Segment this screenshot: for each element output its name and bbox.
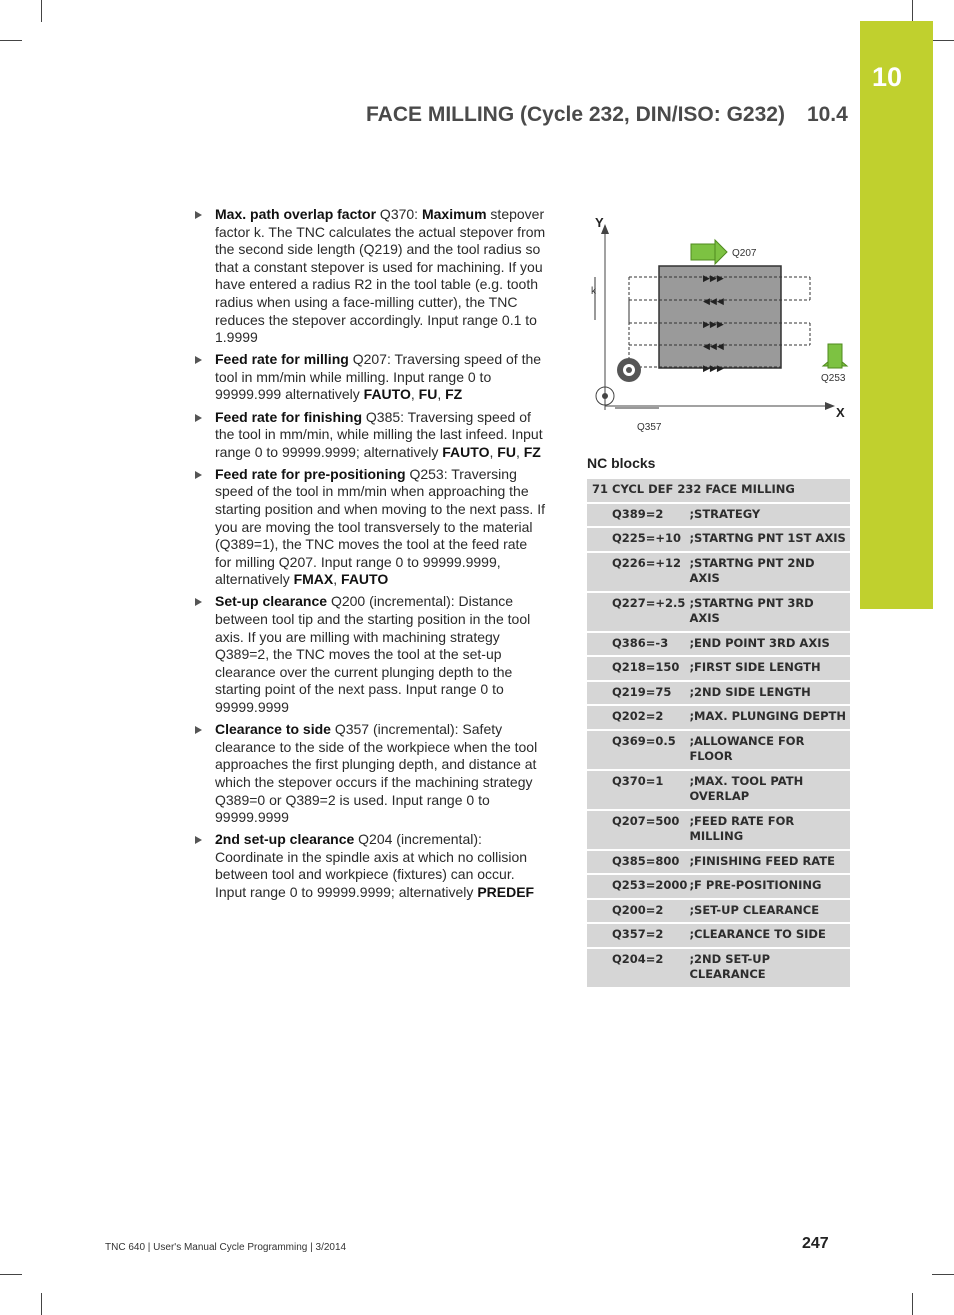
face-milling-figure bbox=[585, 210, 853, 438]
nc-code: Q227=+2.5 bbox=[587, 593, 689, 631]
q253-feed-arrow bbox=[823, 344, 847, 368]
svg-text:▶▶▶: ▶▶▶ bbox=[703, 274, 724, 284]
nc-code: Q385=800 bbox=[587, 851, 689, 874]
nc-row bbox=[587, 851, 850, 874]
chapter-number: 10 bbox=[872, 62, 903, 92]
nc-code: Q389=2 bbox=[587, 504, 689, 527]
description-text: Q200 (incremental): Distance between tool tip and the starting position in the tool axis. If you are milling with machining strategy Q389=2, the TNC moves the tool at the set-up clearance over the current plunging depth to the starting point of the next pass. Input range 0 to 99999.9999 bbox=[215, 593, 531, 716]
page-header bbox=[366, 103, 848, 127]
parameter-item bbox=[195, 206, 547, 347]
nc-code: Q202=2 bbox=[587, 706, 689, 729]
nc-code: Q369=0.5 bbox=[587, 731, 689, 769]
keyword: FU bbox=[497, 443, 516, 460]
parameter-term: Max. path overlap factor bbox=[215, 206, 377, 222]
nc-comment: ;STARTNG PNT 2ND AXIS bbox=[689, 553, 850, 591]
parameter-term: Feed rate for pre-positioning bbox=[215, 465, 406, 482]
k-label: k bbox=[591, 286, 596, 297]
parameter-item bbox=[195, 409, 547, 462]
description-text: stepover factor k. The TNC calculates the actual stepover from the second side length (Q219) and the tool radius so that a constant stepover is used for machining. If you have entered a radius R2 in the tool table (e.g. tooth radius when using a face-milling cutter), the TNC reduces the stepover accordingly. Input range 0.1 to 1.9999 bbox=[215, 206, 546, 346]
nc-row bbox=[587, 633, 850, 656]
nc-code: Q219=75 bbox=[587, 682, 689, 705]
nc-comment: ;2ND SET-UP CLEARANCE bbox=[689, 949, 850, 987]
page-number: 247 bbox=[802, 1235, 829, 1252]
svg-text:◀◀◀: ◀◀◀ bbox=[703, 297, 724, 307]
header-title: FACE MILLING (Cycle 232, DIN/ISO: G232) bbox=[366, 103, 785, 126]
parameter-term: Feed rate for milling bbox=[215, 351, 349, 368]
crop-mark bbox=[912, 1293, 913, 1315]
description-text: Q357 (incremental): Safety clearance to the side of the workpiece when the tool approaches the first plunging depth, and distance at which the stepover occurs if the machining strategy Q389=0 or Q389=2 is used. Input range 0 to 99999.9999 bbox=[215, 721, 538, 826]
nc-code: Q200=2 bbox=[587, 900, 689, 923]
nc-comment: ;CLEARANCE TO SIDE bbox=[689, 924, 850, 947]
nc-code: Q226=+12 bbox=[587, 553, 689, 591]
nc-comment: ;SET-UP CLEARANCE bbox=[689, 900, 850, 923]
x-axis-label: X bbox=[836, 405, 845, 420]
keyword: FAUTO bbox=[442, 443, 490, 460]
crop-mark bbox=[41, 0, 42, 22]
description-text: , bbox=[515, 443, 524, 460]
nc-blocks-title: NC blocks bbox=[587, 455, 656, 471]
parameter-list bbox=[195, 206, 547, 906]
keyword: FZ bbox=[523, 443, 541, 460]
nc-code: Q204=2 bbox=[587, 949, 689, 987]
parameter-item bbox=[195, 466, 547, 589]
svg-text:▶▶▶: ▶▶▶ bbox=[703, 320, 724, 330]
nc-row bbox=[587, 900, 850, 923]
keyword: FMAX bbox=[293, 571, 334, 588]
keyword: PREDEF bbox=[477, 883, 535, 900]
nc-header-row: 71 CYCL DEF 232 FACE MILLING bbox=[587, 479, 850, 502]
crop-mark bbox=[41, 1293, 42, 1315]
nc-row bbox=[587, 811, 850, 849]
q207-label: Q207 bbox=[732, 248, 757, 259]
nc-comment: ;STRATEGY bbox=[689, 504, 850, 527]
description-text: , bbox=[410, 386, 419, 403]
q207-feed-arrow bbox=[691, 240, 727, 264]
nc-comment: ;F PRE-POSITIONING bbox=[689, 875, 850, 898]
bullet-arrow-icon bbox=[195, 836, 202, 844]
nc-comment: ;FIRST SIDE LENGTH bbox=[689, 657, 850, 680]
nc-row bbox=[587, 528, 850, 551]
q253-label: Q253 bbox=[821, 373, 846, 384]
parameter-term: Feed rate for finishing bbox=[215, 408, 363, 425]
nc-row bbox=[587, 731, 850, 769]
description-text: , bbox=[437, 386, 446, 403]
nc-comment: ;FINISHING FEED RATE bbox=[689, 851, 850, 874]
parameter-item bbox=[195, 721, 547, 827]
nc-comment: ;MAX. PLUNGING DEPTH bbox=[689, 706, 850, 729]
crop-mark bbox=[932, 40, 954, 41]
nc-row bbox=[587, 706, 850, 729]
parameter-term: Set-up clearance bbox=[215, 593, 328, 610]
header-section: 10.4 bbox=[806, 103, 848, 126]
nc-row bbox=[587, 949, 850, 987]
nc-code: Q370=1 bbox=[587, 771, 689, 809]
bullet-arrow-icon bbox=[195, 726, 202, 734]
nc-comment: ;2ND SIDE LENGTH bbox=[689, 682, 850, 705]
keyword: Maximum bbox=[421, 206, 487, 222]
nc-row bbox=[587, 593, 850, 631]
keyword: FZ bbox=[445, 386, 463, 403]
milling-tool-icon bbox=[617, 358, 641, 382]
parameter-item bbox=[195, 351, 547, 404]
description-text: , bbox=[489, 443, 498, 460]
nc-row bbox=[587, 504, 850, 527]
nc-blocks-table bbox=[587, 477, 850, 989]
nc-comment: ;STARTNG PNT 3RD AXIS bbox=[689, 593, 850, 631]
nc-row bbox=[587, 553, 850, 591]
nc-row bbox=[587, 875, 850, 898]
crop-mark bbox=[932, 1274, 954, 1275]
origin-center bbox=[602, 393, 608, 399]
footer-text: TNC 640 | User's Manual Cycle Programming | 3/2014 bbox=[105, 1242, 347, 1253]
crop-mark bbox=[0, 40, 22, 41]
parameter-item bbox=[195, 831, 547, 901]
keyword: FAUTO bbox=[363, 386, 411, 403]
nc-code: Q218=150 bbox=[587, 657, 689, 680]
description-text: Q253: Traversing speed of the tool in mm/min when approaching the starting position and when moving to the next pass. If you are moving the tool transversely to the material (Q389=1), the TNC moves the tool at the feed rate for milling Q207. Input range 0 to 99999.9999, alternatively bbox=[215, 465, 545, 588]
nc-row bbox=[587, 924, 850, 947]
nc-code: Q253=2000 bbox=[587, 875, 689, 898]
parameter-item bbox=[195, 593, 547, 716]
nc-code: Q357=2 bbox=[587, 924, 689, 947]
crop-mark bbox=[0, 1274, 22, 1275]
chapter-tab bbox=[860, 21, 933, 609]
nc-code: Q225=+10 bbox=[587, 528, 689, 551]
description-text: Q207: Traversing speed of the tool in mm/min while milling. Input range 0 to 99999.999 alternatively bbox=[215, 351, 542, 403]
description-text: Q385: Traversing speed of the tool in mm/min, while milling the last infeed. Input range 0 to 99999.9999; alternatively bbox=[215, 408, 543, 460]
svg-text:▶▶▶: ▶▶▶ bbox=[703, 364, 724, 374]
nc-comment: ;MAX. TOOL PATH OVERLAP bbox=[689, 771, 850, 809]
parameter-term: 2nd set-up clearance bbox=[215, 831, 355, 848]
nc-code: Q207=500 bbox=[587, 811, 689, 849]
description-text: Q370: bbox=[376, 206, 422, 222]
nc-row bbox=[587, 771, 850, 809]
nc-row bbox=[587, 657, 850, 680]
description-text: Q204 (incremental): Coordinate in the spindle axis at which no collision between tool and workpiece (fixtures) can occur. Input range 0 to 99999.9999; alternatively bbox=[215, 831, 528, 900]
bullet-arrow-icon bbox=[195, 471, 202, 479]
crop-mark bbox=[912, 0, 913, 22]
nc-comment: ;ALLOWANCE FOR FLOOR bbox=[689, 731, 850, 769]
parameter-term: Clearance to side bbox=[215, 721, 331, 738]
nc-comment: ;STARTNG PNT 1ST AXIS bbox=[689, 528, 850, 551]
bullet-arrow-icon bbox=[195, 211, 202, 219]
svg-text:◀◀◀: ◀◀◀ bbox=[703, 342, 724, 352]
description-text: , bbox=[333, 571, 342, 588]
bullet-arrow-icon bbox=[195, 414, 202, 422]
bullet-arrow-icon bbox=[195, 356, 202, 364]
y-axis-label: Y bbox=[595, 215, 604, 230]
q357-label: Q357 bbox=[637, 422, 662, 433]
keyword: FAUTO bbox=[341, 571, 389, 588]
nc-comment: ;FEED RATE FOR MILLING bbox=[689, 811, 850, 849]
nc-row bbox=[587, 682, 850, 705]
bullet-arrow-icon bbox=[195, 598, 202, 606]
nc-code: Q386=-3 bbox=[587, 633, 689, 656]
nc-comment: ;END POINT 3RD AXIS bbox=[689, 633, 850, 656]
x-axis-arrowhead bbox=[825, 402, 835, 410]
keyword: FU bbox=[418, 386, 438, 403]
